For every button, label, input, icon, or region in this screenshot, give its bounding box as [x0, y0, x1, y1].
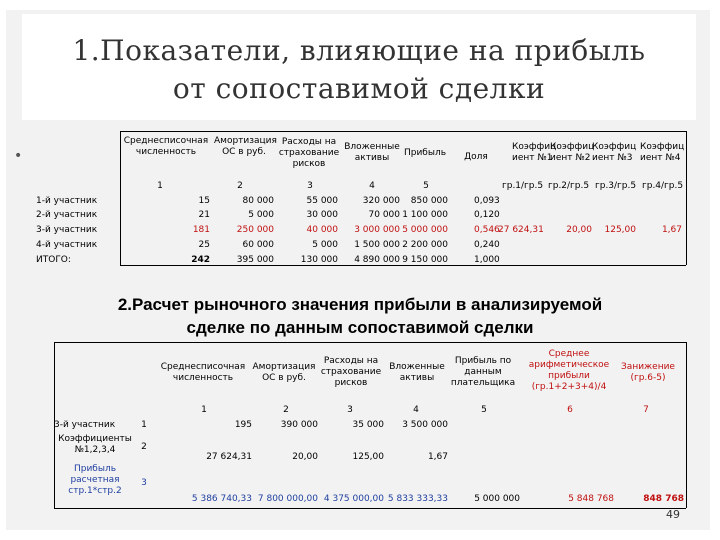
table1-cell: 70 000 [368, 210, 400, 220]
table1-cell: 27 624,31 [498, 225, 544, 235]
table2-cell: 125,00 [352, 452, 384, 462]
table1-cell: 250 000 [236, 225, 274, 235]
table2-colnum: 5 [481, 405, 487, 415]
table2-bottom-border [54, 508, 686, 509]
table2-header-insurance: Расходы на страхование рисков [320, 356, 382, 388]
table2-header-understatement: Занижение (гр.6-5) [621, 362, 675, 383]
table1-colnum: гр.2/гр.5 [548, 181, 590, 191]
table2-header-average: Среднее арифметическое прибыли (гр.1+2+3+4)/4 [528, 349, 610, 392]
table1-cell: 5 000 [312, 240, 338, 250]
table1-header-assets: Вложенные активы [344, 142, 400, 163]
table2-row-label: Прибыль расчетная стр.1*стр.2 [68, 464, 122, 496]
table1-cell: 55 000 [306, 196, 338, 206]
table2-cell: 5 833 333,33 [387, 494, 448, 504]
section-subtitle-line2: сделке по данным сопоставимой сделки [186, 318, 534, 337]
table1-cell: 0,120 [474, 210, 500, 220]
table2-header-headcount: Среднесписочная численность [160, 362, 246, 383]
table1-cell: 3 000 000 [354, 225, 400, 235]
table1-header-headcount: Среднесписочная численность [123, 136, 209, 157]
table1-row-label: 1-й участник [36, 196, 98, 206]
table2-cell: 1,67 [427, 452, 448, 462]
table1-total-cell: 395 000 [236, 255, 274, 265]
table2-cell: 3 500 000 [402, 420, 448, 430]
table1-row-label: 2-й участник [36, 210, 98, 220]
slide-title-line1: 1.Показатели, влияющие на прибыль [72, 34, 646, 67]
table1-header-depreciation: Амортизация ОС в руб. [214, 136, 277, 157]
table2-colnum: 6 [567, 405, 573, 415]
table1-cell: 0,093 [474, 196, 500, 206]
table1-colnum: гр.3/гр.5 [595, 181, 637, 191]
table1-cell: 181 [192, 225, 210, 235]
table2-cell: 5 000 000 [474, 494, 520, 504]
table2-row-number: 2 [141, 442, 147, 452]
page-number: 49 [666, 508, 680, 521]
table2-cell: 35 000 [352, 420, 384, 430]
table1-colnum: 3 [307, 181, 313, 191]
table2-cell: 4 375 000,00 [323, 494, 384, 504]
table1-header-coef4: Коэффиц иент №4 [640, 142, 685, 163]
table1-header-share: Доля [464, 152, 488, 162]
table1-row-label: ИТОГО: [36, 255, 71, 265]
table2-row-number: 3 [141, 478, 147, 488]
table1-cell: 30 000 [306, 210, 338, 220]
table1-top-border [120, 131, 686, 132]
table1-cell: 80 000 [242, 196, 274, 206]
table2-top-border [54, 342, 686, 343]
table1-cell: 320 000 [362, 196, 400, 206]
table2-cell: 27 624,31 [206, 452, 252, 462]
table1-colnum: 1 [157, 181, 163, 191]
table1-total-cell: 130 000 [300, 255, 338, 265]
table1-total-cell: 242 [191, 255, 210, 265]
table2-colnum: 3 [347, 405, 353, 415]
table1-right-border [686, 131, 687, 265]
table1-row-label: 3-й участник [36, 225, 98, 235]
table1-header-coef1: Коэффиц иент №1 [512, 142, 557, 163]
table1-cell: 2 200 000 [402, 240, 448, 250]
table2-header-assets: Вложенные активы [389, 362, 445, 383]
table2-header-depreciation: Амортизация ОС в руб. [252, 362, 316, 383]
table1-header-profit: Прибыль [403, 148, 447, 158]
table2-row-number: 1 [141, 420, 147, 430]
table2-row-label: 3-й участник [54, 420, 116, 430]
table2-row-label: Коэффициенты №1,2,3,4 [58, 434, 132, 455]
table1-colnum: 4 [369, 181, 375, 191]
table1-cell: 125,00 [604, 225, 636, 235]
table1-row-label: 4-й участник [36, 240, 98, 250]
table2-cell: 5 848 768 [568, 494, 614, 504]
table1-cell: 1 100 000 [402, 210, 448, 220]
table2-colnum: 4 [413, 405, 419, 415]
table2-colnum: 7 [643, 405, 649, 415]
title-box [22, 14, 696, 120]
slide-title-line2: от сопоставимой сделки [172, 72, 546, 105]
table2-cell: 5 386 740,33 [191, 494, 252, 504]
table2-colnum: 2 [283, 405, 289, 415]
table2-cell: 195 [234, 420, 252, 430]
table1-cell: 0,240 [474, 240, 500, 250]
table1-total-cell: 9 150 000 [402, 255, 448, 265]
table1-total-cell: 1,000 [474, 255, 500, 265]
table1-cell: 20,00 [566, 225, 592, 235]
table2-header-payer-profit: Прибыль по данным плательщика [450, 356, 516, 388]
table1-cell: 850 000 [410, 196, 448, 206]
table1-cell: 40 000 [306, 225, 338, 235]
bullet-marker: • [14, 148, 23, 164]
table2-right-border [686, 342, 687, 508]
table2-colnum: 1 [201, 405, 207, 415]
table1-cell: 5 000 [248, 210, 274, 220]
table2-cell: 20,00 [292, 452, 318, 462]
table1-colnum: 5 [423, 181, 429, 191]
table1-colnum: гр.4/гр.5 [642, 181, 684, 191]
table1-cell: 25 [198, 240, 210, 250]
table1-cell: 60 000 [242, 240, 274, 250]
table1-header-coef3: Коэффиц иент №3 [592, 142, 637, 163]
table1-cell: 15 [198, 196, 210, 206]
table1-header-coef2: Коэффиц иент №2 [550, 142, 595, 163]
table1-cell: 0,546 [474, 225, 500, 235]
table2-cell: 7 800 000,00 [257, 494, 318, 504]
table1-colnum: 2 [237, 181, 243, 191]
table1-cell: 1 500 000 [354, 240, 400, 250]
table1-colnum: гр.1/гр.5 [502, 181, 544, 191]
table1-header-insurance: Расходы на страхование рисков [278, 137, 340, 169]
table1-cell: 5 000 000 [402, 225, 448, 235]
table1-cell: 21 [198, 210, 210, 220]
section-subtitle-line1: 2.Расчет рыночного значения прибыли в анализируемой [117, 295, 603, 314]
table2-cell: 390 000 [280, 420, 318, 430]
table1-cell: 1,67 [661, 225, 682, 235]
table1-total-cell: 4 890 000 [354, 255, 400, 265]
table2-cell: 848 768 [643, 494, 684, 504]
